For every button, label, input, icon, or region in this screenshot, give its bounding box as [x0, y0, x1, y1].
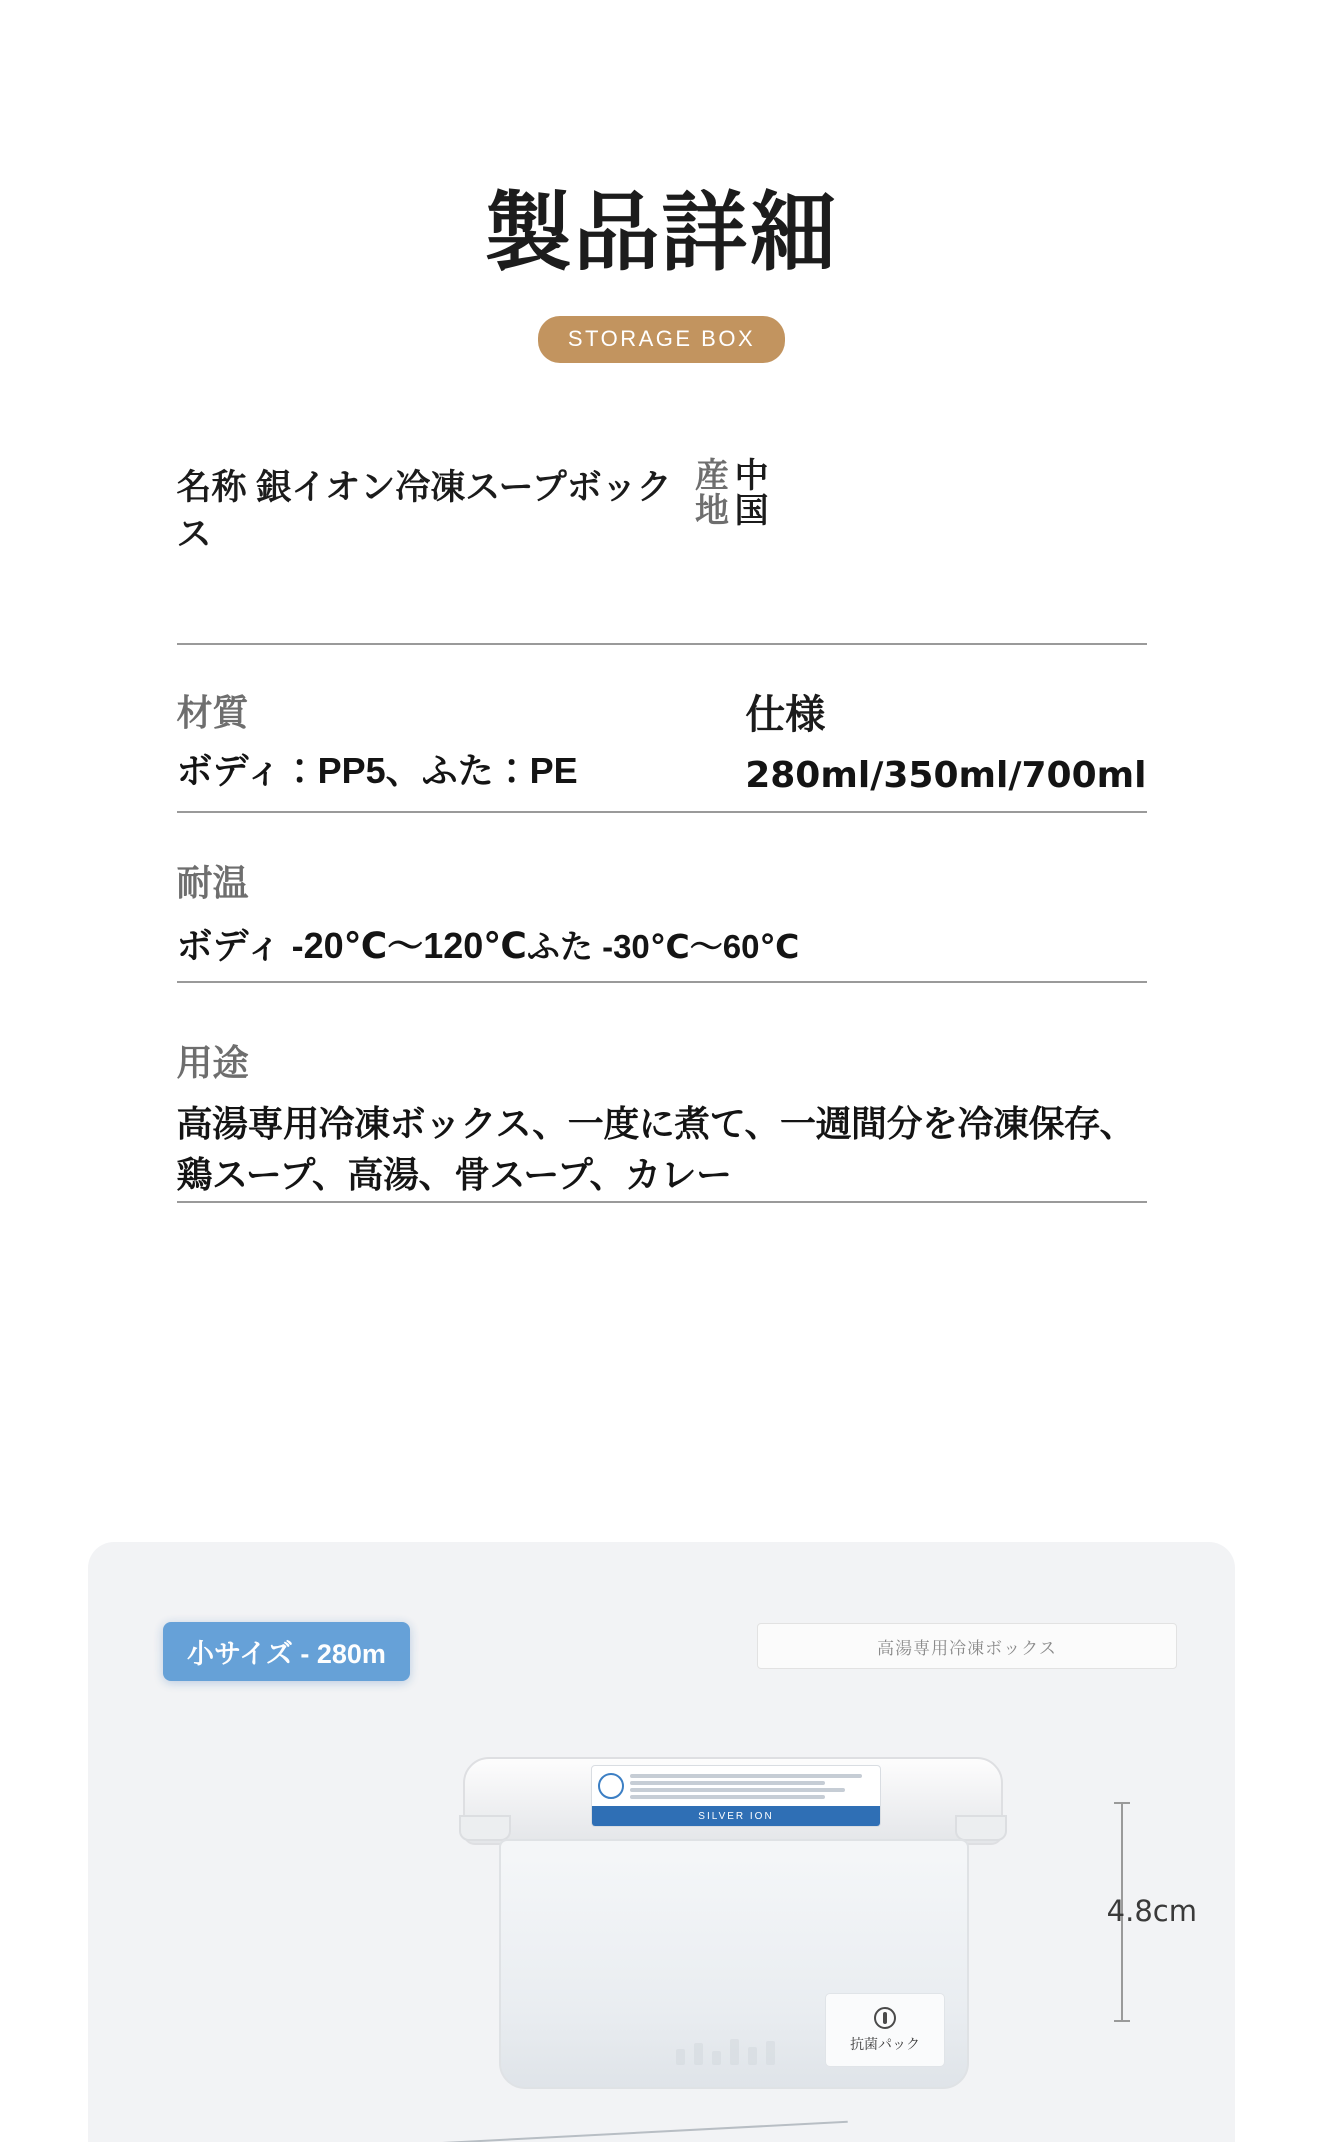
sticker-top — [592, 1766, 880, 1806]
size-tag: 小サイズ - 280m — [163, 1622, 410, 1681]
antibacterial-icon — [874, 2007, 896, 2029]
note-text: 高湯専用冷凍ボックス — [877, 1638, 1057, 1658]
material-label: 材質 — [176, 692, 249, 733]
divider — [177, 1201, 1147, 1203]
lid-tab-right — [955, 1815, 1007, 1841]
product-photo-panel — [88, 1542, 1235, 2142]
silver-ion-icon — [598, 1773, 624, 1799]
lid-tab-left — [459, 1815, 511, 1841]
origin-value: 中国 — [729, 457, 768, 527]
page-title: 製品詳細 — [485, 183, 838, 283]
temperature-label: 耐温 — [176, 862, 249, 903]
temperature-value — [177, 918, 1147, 969]
page-header — [0, 0, 1323, 363]
spec-row-usage — [177, 1001, 1147, 1221]
material-block — [177, 691, 746, 811]
capacity-value: 280ml/350ml/700ml — [745, 755, 1147, 796]
origin-label: 産地 — [689, 457, 728, 527]
antibacterial-badge — [825, 1993, 945, 2067]
temperature-lid-value: ふた -30℃〜60℃ — [526, 928, 800, 966]
spec-table — [87, 457, 1237, 1221]
temperature-body-value: ボディ -20℃〜120℃ — [176, 925, 527, 967]
status-badge: STORAGE BOX — [538, 316, 785, 363]
container-body — [499, 1839, 969, 2089]
divider — [177, 981, 1147, 983]
container-illustration — [443, 1757, 1023, 2137]
name-value: 銀イオン冷凍スープボックス — [176, 468, 672, 554]
usage-value: 高湯専用冷凍ボックス、一度に煮て、一週間分を冷凍保存、鶏スープ、高湯、骨スープ、カレー — [176, 1103, 1136, 1196]
divider — [177, 643, 1147, 645]
note-box — [757, 1623, 1177, 1669]
dimension-label: 4.8cm — [1106, 1894, 1197, 1928]
sticker-text-lines — [630, 1774, 874, 1799]
name-block — [177, 465, 690, 558]
material-value: ボディ：PP5、ふた：PE — [176, 750, 578, 792]
origin-block — [690, 457, 837, 527]
spec-row-name — [176, 457, 1147, 663]
antibacterial-text: 抗菌パック — [850, 2035, 920, 2052]
spec-row-material — [177, 663, 1147, 831]
spec-row-temperature — [177, 831, 1147, 1001]
divider — [177, 811, 1147, 813]
badge-container — [0, 316, 1323, 363]
capacity-block — [745, 691, 1146, 811]
label-sticker — [591, 1765, 881, 1827]
capacity-label: 仕様 — [745, 693, 826, 737]
name-label: 名称 — [176, 468, 247, 507]
usage-label: 用途 — [176, 1042, 249, 1083]
sticker-brand-bar: SILVER ION — [592, 1806, 880, 1826]
